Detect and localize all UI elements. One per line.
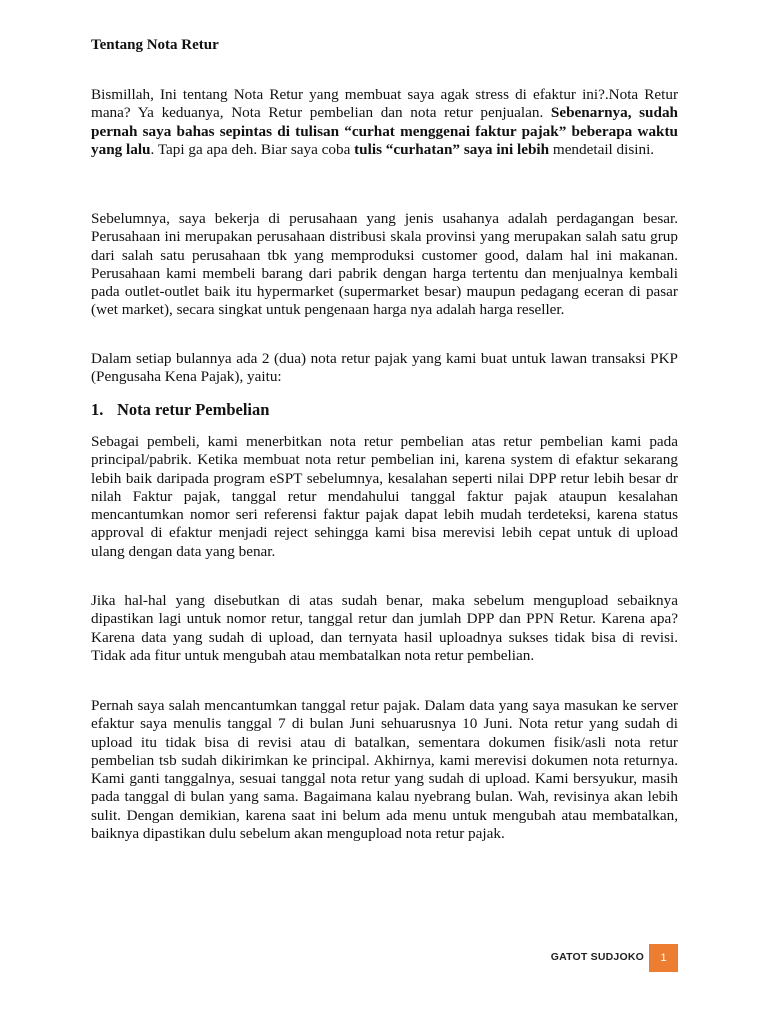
section-heading-nota-retur-pembelian — [91, 400, 269, 420]
paragraph-pembeli: Sebagai pembeli, kami menerbitkan nota retur pembelian atas retur pembelian kami pada principal/pabrik. Ketika membuat nota retur pembelian ini, karena system di efaktur sekarang lebih baik daripada program eSPT sebelumnya, kesalahan seperti nilai DPP retur lebih besar dr nilah Faktur pajak, tanggal retur mendahului tanggal faktur pajak ataupun kesalahan mencantumkan nomor seri referensi faktur pajak dapat lebih mudah terdeteksi, karena status approval di efaktur menjadi reject sehingga kami bisa merevisi lebih cepat untuk di upload ulang dengan data yang benar. — [91, 433, 678, 560]
paragraph-nota-retur-count: Dalam setiap bulannya ada 2 (dua) nota retur pajak yang kami buat untuk lawan transaksi PKP (Pengusaha Kena Pajak), yaitu: — [91, 350, 678, 386]
intro-bold-phrase: tulis “curhatan” saya ini lebih — [354, 140, 550, 158]
section-number: 1. — [91, 400, 104, 419]
paragraph-intro — [91, 86, 678, 159]
paragraph-pengalaman-salah-tanggal: Pernah saya salah mencantumkan tanggal retur pajak. Dalam data yang saya masukan ke server efaktur saya menulis tanggal 7 di bulan Juni sehuarusnya 10 Juni. Nota retur yang sudah di upload itu tidak bisa di revisi atau di batalkan, sementara dokumen fisik/asli nota retur pembelian tsb sudah dikirimkan ke principal. Akhirnya, kami merevisi dokumen nota returnya. Kami ganti tanggalnya, sesuai tanggal nota retur yang sudah di upload. Kami bersyukur, masih pada tanggal di bulan yang sama. Bagaimana kalau nyebrang bulan. Wah, revisinya akan lebih sulit. Dengan demikian, karena saat ini belum ada menu untuk mengubah atau membatalkan, baiknya dipastikan dulu sebelum akan mengupload nota retur pajak. — [91, 697, 678, 843]
page-footer — [0, 944, 768, 972]
intro-bold-reference: Sebenarnya, sudah pernah saya bahas sepintas di tulisan “curhat menggenai faktur pajak” beberapa waktu yang lalu — [91, 104, 678, 158]
footer-author: GATOT SUDJOKO — [550, 951, 644, 963]
footer-page-number: 1 — [649, 944, 678, 972]
intro-text: Bismillah, Ini tentang Nota Retur yang membuat saya agak stress di efaktur ini?.Nota Retur mana? Ya keduanya, Nota Retur pembelian dan nota retur penjualan. — [91, 86, 678, 122]
paragraph-pastikan: Jika hal-hal yang disebutkan di atas sudah benar, maka sebelum mengupload sebaiknya dipastikan lagi untuk nomor retur, tanggal retur dan jumlah DPP dan PPN Retur. Karena apa? Karena data yang sudah di upload, dan ternyata hasil uploadnya sukses tidak bisa di revisi. Tidak ada fitur untuk mengubah atau membatalkan nota retur pembelian. — [91, 592, 678, 664]
intro-text-end: mendetail disini. — [549, 140, 655, 158]
paragraph-background: Sebelumnya, saya bekerja di perusahaan yang jenis usahanya adalah perdagangan besar. Perusahaan ini merupakan perusahaan distribusi skala provinsi yang merupakan salah satu grup dari salah satu perusahaan tbk yang memproduksi customer good, dalam hal ini makanan. Perusahaan kami membeli barang dari pabrik dengan harga tertentu dan menjualnya kembali pada outlet-outlet baik itu hypermarket (supermarket besar) maupun pedagang eceran di pasar (wet market), secara singkat untuk pengenaan harga nya adalah harga reseller. — [91, 210, 678, 319]
intro-text-continued: . Tapi ga apa deh. Biar saya coba — [150, 140, 355, 158]
section-title: Nota retur Pembelian — [117, 400, 270, 419]
document-title: Tentang Nota Retur — [91, 37, 219, 53]
